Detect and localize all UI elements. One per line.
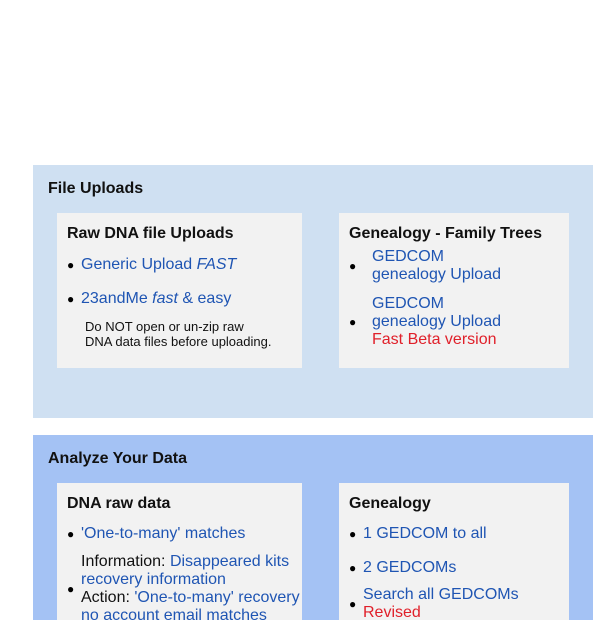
generic-upload-link[interactable] — [81, 256, 236, 274]
list-item — [67, 290, 231, 308]
genealogy-analyze-card — [339, 483, 569, 620]
search-all-gedcoms-label: Search all GEDCOMs — [363, 586, 519, 603]
list-item — [349, 586, 519, 620]
bullet-icon: ● — [67, 527, 75, 541]
genealogy-analyze-title: Genealogy — [349, 495, 431, 512]
list-item — [67, 553, 300, 620]
gedcom-beta-upload-link[interactable] — [372, 295, 501, 349]
bullet-icon: ● — [349, 259, 357, 273]
analyze-data-section — [33, 435, 593, 620]
fast-beta-version-label: Fast Beta version — [372, 331, 497, 348]
upload-warning-note — [85, 319, 271, 349]
file-uploads-title: File Uploads — [48, 180, 144, 197]
bullet-icon: ● — [349, 597, 357, 611]
disappeared-kits-link[interactable]: Disappeared kits — [169, 553, 290, 570]
bullet-icon: ● — [349, 561, 357, 575]
raw-dna-uploads-card — [57, 213, 302, 368]
recovery-information-link[interactable]: recovery information — [81, 571, 226, 588]
genealogy-uploads-card — [339, 213, 569, 368]
one-gedcom-to-all-link[interactable]: 1 GEDCOM to all — [363, 525, 487, 542]
bullet-icon: ● — [349, 315, 357, 329]
gedcom-upload-line1: GEDCOM — [372, 248, 444, 265]
list-item — [349, 295, 501, 349]
23andme-upload-link[interactable] — [81, 290, 231, 308]
bullet-icon: ● — [67, 582, 75, 596]
analyze-data-title: Analyze Your Data — [48, 450, 188, 467]
list-item — [349, 559, 456, 577]
bullet-icon: ● — [67, 292, 75, 306]
list-item — [67, 256, 236, 274]
list-item — [67, 525, 245, 543]
one-to-many-matches-link[interactable]: 'One-to-many' matches — [81, 525, 246, 542]
file-uploads-section — [33, 165, 593, 418]
no-account-email-matches-link[interactable]: no account email matches — [81, 607, 267, 620]
gedcom-beta-line2: genealogy Upload — [372, 313, 501, 330]
raw-dna-uploads-title: Raw DNA file Uploads — [67, 225, 234, 242]
dna-raw-data-title: DNA raw data — [67, 495, 171, 512]
upload-warning-line1: Do NOT open or un-zip raw — [85, 319, 244, 334]
list-item — [349, 525, 487, 543]
search-all-gedcoms-link[interactable] — [363, 586, 519, 620]
upload-warning-line2: DNA data files before uploading. — [85, 334, 272, 349]
23andme-easy-label: & easy — [177, 290, 232, 307]
two-gedcoms-link[interactable]: 2 GEDCOMs — [363, 559, 457, 576]
23andme-fast-label: fast — [152, 290, 178, 307]
bullet-icon: ● — [67, 258, 75, 272]
list-item — [349, 248, 501, 284]
gedcom-upload-link[interactable] — [372, 248, 501, 284]
bullet-icon: ● — [349, 527, 357, 541]
recovery-info-block — [81, 553, 300, 620]
23andme-upload-label: 23andMe — [81, 290, 153, 307]
one-to-many-recovery-link[interactable]: 'One-to-many' recovery — [134, 589, 300, 606]
revised-label: Revised — [363, 604, 421, 620]
generic-upload-label: Generic Upload — [81, 256, 197, 273]
generic-upload-fast-label: FAST — [196, 256, 237, 273]
action-label: Action: — [81, 589, 135, 606]
genealogy-uploads-title: Genealogy - Family Trees — [349, 225, 542, 242]
gedcom-beta-line1: GEDCOM — [372, 295, 444, 312]
dna-raw-data-card — [57, 483, 302, 620]
information-label: Information: — [81, 553, 170, 570]
gedcom-upload-line2: genealogy Upload — [372, 266, 501, 283]
